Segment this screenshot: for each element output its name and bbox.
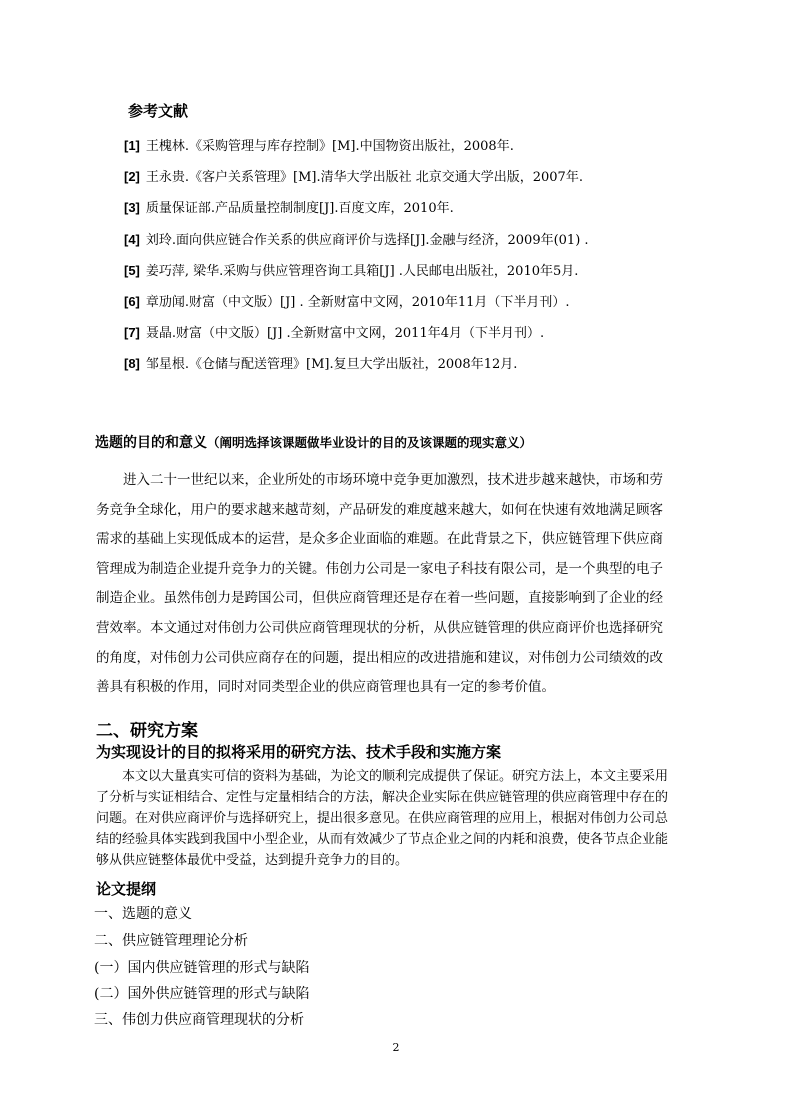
reference-text: 邹星根.《仓储与配送管理》[M].复旦大学出版社，2008年12月.	[145, 357, 518, 372]
reference-item	[124, 260, 578, 279]
paragraph-line: 结的经验具体实践到我国中小型企业，从而有效减少了节点企业之间的内耗和浪费，使各节点企业能	[96, 832, 669, 847]
purpose-title: 选题的目的和意义	[95, 435, 207, 451]
reference-text: 章劢闻.财富（中文版）[J] . 全新财富中文网，2010年11月（下半月刊）.	[145, 295, 570, 310]
reference-number: [5]	[124, 263, 140, 278]
paragraph-line: 营效率。本文通过对伟创力公司供应商管理现状的分析，从供应链管理的供应商评价也选择研究	[96, 619, 663, 636]
reference-number: [7]	[124, 325, 140, 340]
outline-item: (二）国外供应链管理的形式与缺陷	[94, 986, 310, 1002]
paragraph-line: 管理成为制造企业提升竞争力的关键。伟创力公司是一家电子科技有限公司，是一个典型的电子	[96, 560, 663, 577]
paragraph-line: 的角度，对伟创力公司供应商存在的问题，提出相应的改进措施和建议，对伟创力公司绩效的改	[96, 649, 663, 666]
outline-item: (一）国内供应链管理的形式与缺陷	[94, 960, 310, 976]
paragraph-line: 善具有积极的作用，同时对同类型企业的供应商管理也具有一定的参考价值。	[96, 679, 555, 696]
outline-title: 论文提纲	[96, 880, 157, 898]
outline-item: 一、选题的意义	[94, 906, 192, 922]
reference-text: 刘玲.面向供应链合作关系的供应商评价与选择[J].金融与经济，2009年(01) .	[145, 233, 589, 248]
references-title: 参考文献	[128, 102, 189, 120]
paragraph-line: 本文以大量真实可信的资料为基础，为论文的顺利完成提供了保证。研究方法上，本文主要采用	[96, 769, 669, 784]
reference-item	[124, 135, 514, 154]
paragraph-line: 够从供应链整体最优中受益，达到提升竞争力的目的。	[96, 853, 409, 868]
research-subheading: 为实现设计的目的拟将采用的研究方法、技术手段和实施方案	[96, 743, 502, 761]
purpose-heading	[95, 432, 532, 452]
reference-number: [4]	[124, 232, 140, 247]
paragraph-line: 问题。在对供应商评价与选择研究上，提出很多意见。在供应商管理的应用上，根据对伟创力公司总	[96, 811, 669, 826]
paragraph-line: 需求的基础上实现低成本的运营，是众多企业面临的难题。在此背景之下，供应链管理下供应商	[96, 531, 663, 548]
reference-number: [1]	[124, 138, 140, 153]
paragraph-line: 了分析与实证相结合、定性与定量相结合的方法，解决企业实际在供应链管理的供应商管理中存在的	[96, 790, 669, 805]
outline-item: 三、伟创力供应商管理现状的分析	[94, 1012, 304, 1028]
reference-item	[124, 197, 454, 216]
reference-number: [2]	[124, 169, 140, 184]
reference-number: [6]	[124, 294, 140, 309]
reference-item	[124, 229, 589, 248]
reference-text: 质量保证部.产品质量控制制度[J].百度文库，2010年.	[145, 201, 454, 216]
reference-item	[124, 291, 570, 310]
paragraph-line: 进入二十一世纪以来，企业所处的市场环境中竞争更加激烈，技术进步越来越快，市场和劳	[96, 472, 663, 488]
reference-item	[124, 322, 544, 341]
reference-item	[124, 353, 517, 372]
reference-text: 王槐林.《采购管理与库存控制》[M].中国物资出版社，2008年.	[145, 139, 514, 154]
purpose-paragraph	[96, 466, 716, 703]
reference-item	[124, 166, 583, 185]
reference-text: 王永贵.《客户关系管理》[M].清华大学出版社 北京交通大学出版，2007年.	[145, 170, 583, 185]
paragraph-line: 务竞争全球化，用户的要求越来越苛刻，产品研发的难度越来越大，如何在快速有效地满足顾客	[96, 501, 663, 518]
reference-number: [3]	[124, 200, 140, 215]
reference-text: 聂晶.财富（中文版）[J] .全新财富中文网，2011年4月（下半月刊）.	[145, 326, 545, 341]
reference-text: 姜巧萍, 梁华.采购与供应管理咨询工具箱[J] .人民邮电出版社，2010年5月.	[145, 264, 579, 279]
paragraph-line: 制造企业。虽然伟创力是跨国公司，但供应商管理还是存在着一些问题，直接影响到了企业的经	[96, 590, 663, 607]
research-heading: 二、研究方案	[96, 721, 198, 741]
reference-number: [8]	[124, 356, 140, 371]
purpose-subtitle: （阐明选择该课题做毕业设计的目的及该课题的现实意义）	[207, 435, 533, 450]
outline-item: 二、供应链管理理论分析	[94, 933, 248, 949]
research-paragraph	[96, 766, 716, 871]
page-number: 2	[392, 1041, 400, 1054]
